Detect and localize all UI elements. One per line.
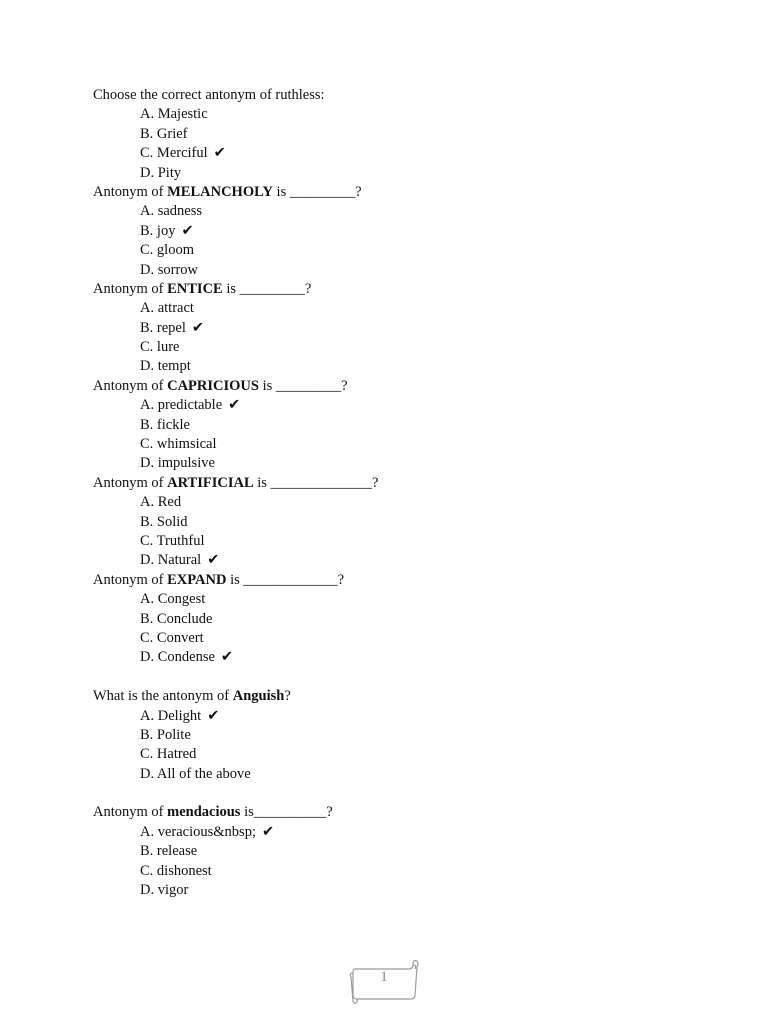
option-text: D. Pity [140, 164, 182, 181]
option-text: C. Truthful [140, 532, 205, 549]
question-keyword: ENTICE [167, 280, 223, 297]
question-keyword: MELANCHOLY [167, 183, 273, 200]
option-text: B. release [140, 843, 198, 860]
blank-line [93, 668, 713, 687]
page-number: 1 [380, 969, 388, 985]
option-text: B. joy [140, 222, 176, 239]
option-text: D. sorrow [140, 261, 198, 278]
question-suffix: is ______________? [253, 474, 379, 491]
question-prefix: Antonym of [93, 474, 168, 491]
option-text: D. All of the above [140, 765, 251, 782]
option-text: C. lure [140, 339, 180, 356]
answer-option [93, 823, 713, 842]
option-text: D. Natural [140, 552, 202, 569]
question-suffix: is _________? [222, 280, 312, 297]
question-prefix: What is the antonym of [93, 688, 233, 705]
check-mark-icon: ✔ [228, 397, 241, 414]
question-keyword: ARTIFICIAL [167, 474, 254, 491]
option-text: A. attract [140, 300, 194, 317]
question-prefix: Antonym of [93, 804, 168, 821]
option-text: C. Hatred [140, 746, 197, 763]
option-text: B. repel [140, 319, 186, 336]
question-prefix: Antonym of [93, 183, 168, 200]
question-suffix: ? [284, 688, 291, 705]
check-mark-icon: ✔ [213, 145, 226, 162]
option-text: B. Grief [140, 125, 188, 142]
answer-option [93, 261, 713, 280]
answer-option [93, 493, 713, 512]
question-suffix: is _________? [258, 377, 348, 394]
check-mark-icon: ✔ [181, 222, 194, 239]
answer-option [93, 629, 713, 648]
option-text: D. vigor [140, 882, 189, 899]
option-text: D. tempt [140, 358, 191, 375]
answer-option [93, 726, 713, 745]
question-text [93, 377, 713, 396]
answer-option [93, 396, 713, 415]
question-keyword: Anguish [232, 688, 285, 705]
option-text: A. veracious&nbsp; [140, 823, 256, 840]
answer-option [93, 513, 713, 532]
question-keyword: mendacious [167, 804, 241, 821]
answer-option [93, 707, 713, 726]
answer-option [93, 881, 713, 900]
question-suffix: is__________? [240, 804, 333, 821]
question-text [93, 687, 713, 706]
question-text [93, 803, 713, 822]
option-text: D. impulsive [140, 455, 215, 472]
question-prefix: Antonym of [93, 280, 168, 297]
option-text: B. fickle [140, 416, 190, 433]
answer-option [93, 416, 713, 435]
answer-option [93, 745, 713, 764]
question-text [93, 280, 713, 299]
answer-option [93, 241, 713, 260]
check-mark-icon: ✔ [261, 823, 275, 840]
option-text: A. Delight [140, 707, 202, 724]
option-text: A. Majestic [140, 106, 208, 123]
answer-option [93, 357, 713, 376]
answer-option [93, 551, 713, 570]
answer-option [93, 765, 713, 784]
answer-option [93, 338, 713, 357]
answer-option [93, 222, 713, 241]
answer-option [93, 105, 713, 124]
check-mark-icon: ✔ [207, 552, 220, 569]
answer-option [93, 144, 713, 163]
answer-option [93, 532, 713, 551]
option-text: C. dishonest [140, 862, 212, 879]
question-suffix: is _____________? [226, 571, 345, 588]
question-text [93, 474, 713, 493]
check-mark-icon: ✔ [191, 319, 205, 336]
option-text: C. Convert [140, 629, 204, 646]
answer-option [93, 125, 713, 144]
question-suffix: is _________? [272, 183, 362, 200]
check-mark-icon: ✔ [220, 649, 234, 666]
option-text: A. Congest [140, 591, 206, 608]
blank-line [93, 784, 713, 803]
answer-option [93, 648, 713, 667]
question-text: Choose the correct antonym of ruthless: [93, 87, 325, 103]
option-text: C. Merciful [140, 145, 208, 162]
answer-option [93, 590, 713, 609]
question-keyword: EXPAND [167, 571, 227, 588]
option-text: B. Solid [140, 513, 188, 530]
option-text: B. Polite [140, 726, 191, 743]
option-text: C. gloom [140, 242, 194, 259]
quiz-document [93, 86, 713, 900]
answer-option [93, 202, 713, 221]
option-text: C. whimsical [140, 436, 217, 453]
option-text: A. Red [140, 494, 182, 511]
option-text: D. Condense [140, 649, 215, 666]
question-prefix: Antonym of [93, 377, 168, 394]
answer-option [93, 435, 713, 454]
page-footer [347, 955, 421, 1005]
option-text: B. Conclude [140, 610, 213, 627]
answer-option [93, 319, 713, 338]
answer-option [93, 610, 713, 629]
check-mark-icon: ✔ [207, 707, 220, 724]
question-text [93, 571, 713, 590]
option-text: A. sadness [140, 203, 203, 220]
answer-option [93, 842, 713, 861]
option-text: A. predictable [140, 397, 223, 414]
answer-option [93, 454, 713, 473]
answer-option [93, 299, 713, 318]
question-text [93, 183, 713, 202]
answer-option [93, 164, 713, 183]
question-keyword: CAPRICIOUS [167, 377, 259, 394]
answer-option [93, 862, 713, 881]
question-prefix: Antonym of [93, 571, 168, 588]
